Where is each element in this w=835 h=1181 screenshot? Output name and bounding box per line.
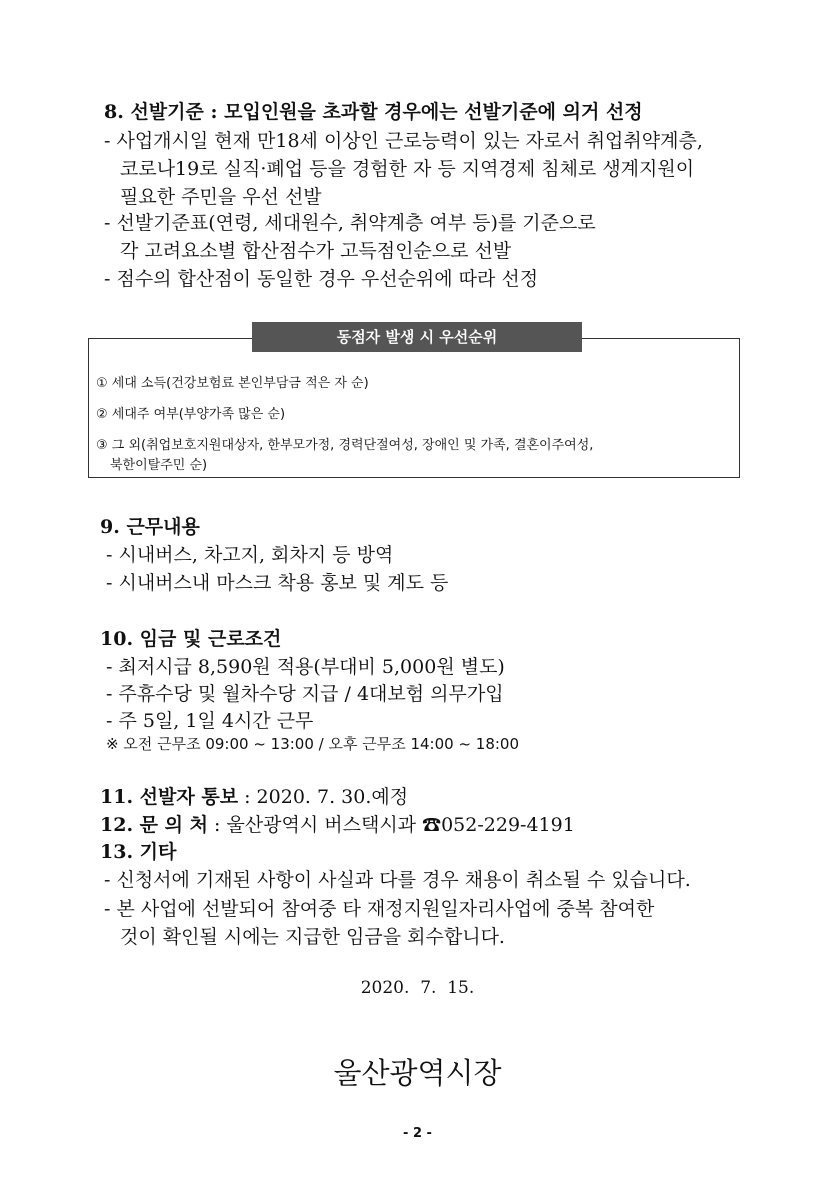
section8-item-2-cont: 각 고려요소별 합산점수가 고득점인순으로 선발 <box>120 240 512 262</box>
priority-box-title: 동점자 발생 시 우선순위 <box>252 322 582 352</box>
section8-item-3: - 점수의 합산점이 동일한 경우 우선순위에 따라 선정 <box>104 268 539 290</box>
section8-item-2: - 선발기준표(연령, 세대원수, 취약계층 여부 등)를 기준으로 <box>104 212 596 234</box>
section11-label: 11. 선발자 통보 <box>100 786 239 808</box>
priority-item-3-cont: 북한이탈주민 순) <box>110 458 208 473</box>
section10-item-1: - 최저시급 8,590원 적용(부대비 5,000원 별도) <box>106 656 505 678</box>
priority-item-3: ③ 그 외(취업보호지원대상자, 한부모가정, 경력단절여성, 장애인 및 가족, 결혼이주여성, <box>96 438 594 453</box>
section13-item-1: - 신청서에 기재된 사항이 사실과 다를 경우 채용이 취소될 수 있습니다. <box>104 869 691 891</box>
section9-item-1: - 시내버스, 차고지, 회차지 등 방역 <box>106 544 394 566</box>
section9-item-2: - 시내버스내 마스크 착용 홍보 및 계도 등 <box>106 572 449 594</box>
section12-value: : 울산광역시 버스택시과 ☎052-229-4191 <box>214 814 575 836</box>
section12-label: 12. 문 의 처 <box>100 814 208 836</box>
section10-item-2: - 주휴수당 및 월차수당 지급 / 4대보험 의무가입 <box>106 683 504 705</box>
section13-item-2-cont: 것이 확인될 시에는 지급한 임금을 회수합니다. <box>120 926 505 948</box>
document-date: 2020. 7. 15. <box>360 978 475 998</box>
section8-item-1-cont: 코로나19로 실직·폐업 등을 경험한 자 등 지역경제 침체로 생계지원이 <box>120 158 695 180</box>
priority-item-2: ② 세대주 여부(부양가족 많은 순) <box>96 407 286 422</box>
section10-heading: 10. 임금 및 근로조건 <box>100 628 282 650</box>
section12 <box>100 810 575 837</box>
section9-heading: 9. 근무내용 <box>100 516 200 538</box>
section10-item-3: - 주 5일, 1일 4시간 근무 <box>106 710 314 732</box>
section8-item-1-cont2: 필요한 주민을 우선 선발 <box>120 186 322 208</box>
priority-item-1: ① 세대 소득(건강보험료 본인부담금 적은 자 순) <box>96 376 369 391</box>
page-number: - 2 - <box>403 1126 432 1141</box>
section11-value: : 2020. 7. 30.예정 <box>244 786 409 808</box>
signature: 울산광역시장 <box>333 1056 502 1090</box>
section13-heading: 13. 기타 <box>100 841 177 863</box>
section10-note: ※ 오전 근무조 09:00 ~ 13:00 / 오후 근무조 14:00 ~ 18:00 <box>106 735 520 753</box>
section8-item-1: - 사업개시일 현재 만18세 이상인 근로능력이 있는 자로서 취업취약계층, <box>104 130 703 152</box>
section11 <box>100 782 408 809</box>
section13-item-2: - 본 사업에 선발되어 참여중 타 재정지원일자리사업에 중복 참여한 <box>104 898 655 920</box>
section8-heading: 8. 선발기준 : 모입인원을 초과할 경우에는 선발기준에 의거 선정 <box>104 101 643 123</box>
